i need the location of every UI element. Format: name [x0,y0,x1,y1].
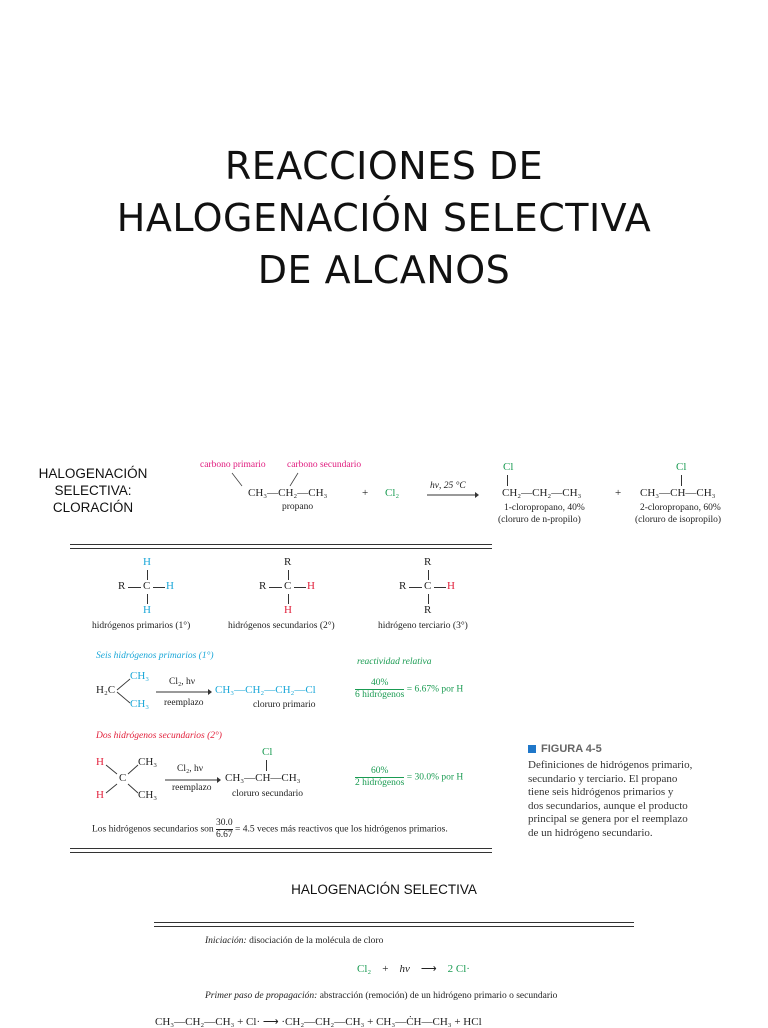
label-pointer-lines [228,472,308,488]
struct3-center: C [424,580,432,592]
secondary-conditions: Cl₂, hν [177,764,204,774]
struct1-center: C [143,580,151,592]
struct2-center: C [284,580,292,592]
figure-caption-line5: principal se genera por el reemplazo [528,813,688,825]
product2-name: 2-cloropropano, 60% [640,503,721,513]
cloracion-heading-line1: HALOGENACIÓN [38,466,148,481]
primary-result: = 6.67% por H [406,684,464,695]
secondary-ratio [355,766,463,789]
iniciacion-text: disociación de la molécula de cloro [249,936,384,946]
struct2-bond-left [269,587,282,588]
struct2-caption: hidrógenos secundarios (2°) [228,621,335,631]
primary-arrow-label: reemplazo [164,698,204,708]
selectiva-rule-2 [154,926,634,927]
figure-top-rule-1 [70,544,492,545]
product1-name: 1-cloropropano, 40% [504,503,585,513]
cloracion-heading-line2: SELECTIVA: CLORACIÓN [52,483,134,515]
propagacion-text: abstracción (remoción) de un hidrógeno primario o secundario [319,991,558,1001]
iniciacion-eq-hv: hν [399,963,410,975]
iniciacion-eq-plus: + [382,963,389,975]
secondary-reactant-c: C [119,772,127,784]
product1-cl: Cl [503,461,514,473]
summary-num: 30.0 [216,818,233,828]
reaction-arrow-icon [427,490,479,500]
primary-conditions: Cl₂, hν [169,677,196,687]
primary-reactant-left: H₂C [96,684,116,696]
struct2-left: R [259,580,267,592]
propagacion-label: Primer paso de propagación: [205,991,318,1001]
secondary-arrow-label: reemplazo [172,783,212,793]
secondary-reactant-ch3a: CH₃ [138,756,158,768]
struct2-bottom: H [284,604,292,616]
primary-ratio [355,678,463,701]
figure-caption-line6: de un hidrógeno secundario. [528,826,653,839]
figure-label: FIGURA 4-5 [541,743,602,755]
secondary-reactant-h1: H [96,756,104,768]
slide-title [0,140,768,296]
iniciacion-eq-cl2: Cl₂ [357,963,372,975]
title-line-2: HALOGENACIÓN SELECTIVA [116,196,652,240]
plus-sign-1: + [362,487,369,499]
title-line-3: DE ALCANOS [257,248,511,292]
product1-alt-name: (cloruro de n-propilo) [498,515,581,525]
secondary-product-formula: CH₃—CH—CH₃ [225,772,301,784]
struct1-top: H [143,556,151,568]
iniciacion-label: Iniciación: [205,936,247,946]
label-carbono-primario: carbono primario [200,460,266,470]
primary-reactant-top: CH₃ [130,670,150,682]
struct1-right: H [166,580,174,592]
figure-caption-line3: tiene seis hidrógenos primarios y [528,786,674,798]
struct1-bond-right [153,587,165,588]
primary-reactant-bottom: CH₃ [130,698,150,710]
secondary-product-name: cloruro secundario [232,789,303,799]
figure-top-rule-2 [70,548,492,549]
struct3-bottom: R [424,604,432,616]
primary-arrow-icon [156,687,212,697]
secondary-frac-num: 60% [355,766,404,778]
struct2-right: H [307,580,315,592]
product1-formula: CH₂—CH₂—CH₃ [502,487,582,499]
secondary-heading: Dos hidrógenos secundarios (2°) [96,731,222,741]
struct1-left: R [118,580,126,592]
secondary-reactant-ch3b: CH₃ [138,789,158,801]
cl2-reactant: Cl₂ [385,487,400,499]
struct2-bond-right [294,587,306,588]
title-line-1: REACCIONES DE [224,144,544,188]
iniciacion-equation [357,962,470,975]
summary-post: = 4.5 veces más reactivos que los hidrógenos primarios. [235,824,448,835]
struct2-bond-bottom [288,594,289,604]
struct1-caption: hidrógenos primarios (1°) [92,621,191,631]
primary-product-name: cloruro primario [253,700,316,710]
struct2-top: R [284,556,292,568]
reactividad-label: reactividad relativa [357,657,432,667]
reaction-conditions: hν, 25 °C [430,481,466,491]
figure-caption-line4: dos secundarios, aunque el producto [528,799,688,812]
summary-pre: Los hidrógenos secundarios son [92,824,214,835]
propagacion-line [205,991,557,1001]
product2-cl: Cl [676,461,687,473]
cloracion-heading [18,465,168,516]
summary-line [92,818,448,841]
propagacion-equation: CH₃—CH₂—CH₃ + Cl· ⟶ ·CH₂—CH₂—CH₃ + CH₃—ĊH—CH₃ + HCl [155,1016,482,1028]
secondary-frac-den: 2 hidrógenos [355,778,405,788]
product2-formula: CH₃—CH—CH₃ [640,487,716,499]
summary-fraction [216,818,233,841]
iniciacion-eq-arrow: ⟶ [420,963,437,975]
struct3-bond-bottom [428,594,429,604]
product2-bond [681,475,682,486]
plus-sign-2: + [615,487,622,499]
struct2-bond-top [288,570,289,580]
struct1-bond-top [147,570,148,580]
selectiva-rule-1 [154,922,634,923]
product1-bond [507,475,508,486]
struct3-left: R [399,580,407,592]
primary-reactant-bonds [116,676,134,706]
primary-frac-num: 40% [355,678,404,690]
product2-alt-name: (cloruro de isopropilo) [635,515,722,525]
struct3-right: H [447,580,455,592]
figure-bottom-rule-2 [70,852,492,853]
selectiva-heading: HALOGENACIÓN SELECTIVA [291,882,477,897]
struct3-top: R [424,556,432,568]
secondary-reactant-bonds [104,762,140,796]
secondary-product-cl: Cl [262,746,273,758]
struct3-bond-left [409,587,422,588]
secondary-product-bond [266,760,267,771]
secondary-result: = 30.0% por H [406,772,464,783]
struct3-bond-right [434,587,446,588]
struct1-bond-left [128,587,141,588]
struct3-bond-top [428,570,429,580]
summary-den: 6.67 [216,830,233,840]
figure-caption-line1: Definiciones de hidrógenos primario, [528,759,693,771]
primary-fraction [355,678,404,701]
struct1-bottom: H [143,604,151,616]
label-carbono-secundario: carbono secundario [287,460,362,470]
figure-bullet-icon [528,745,536,753]
struct1-bond-bottom [147,594,148,604]
primary-frac-den: 6 hidrógenos [355,690,405,700]
secondary-fraction [355,766,404,789]
iniciacion-line [205,936,383,946]
figure-bottom-rule-1 [70,848,492,849]
iniciacion-eq-product: 2 Cl· [447,963,470,975]
primary-heading: Seis hidrógenos primarios (1°) [96,651,214,661]
secondary-reactant-h2: H [96,789,104,801]
primary-product [215,684,316,696]
figure-caption-line2: secundario y terciario. El propano [528,772,678,785]
propane-formula: CH₃—CH₂—CH₃ [248,487,328,499]
propane-name: propano [282,502,314,512]
figure-caption [528,759,718,840]
primary-product-formula: CH₃—CH₂—CH₂—Cl [215,684,316,696]
struct3-caption: hidrógeno terciario (3°) [378,621,468,631]
